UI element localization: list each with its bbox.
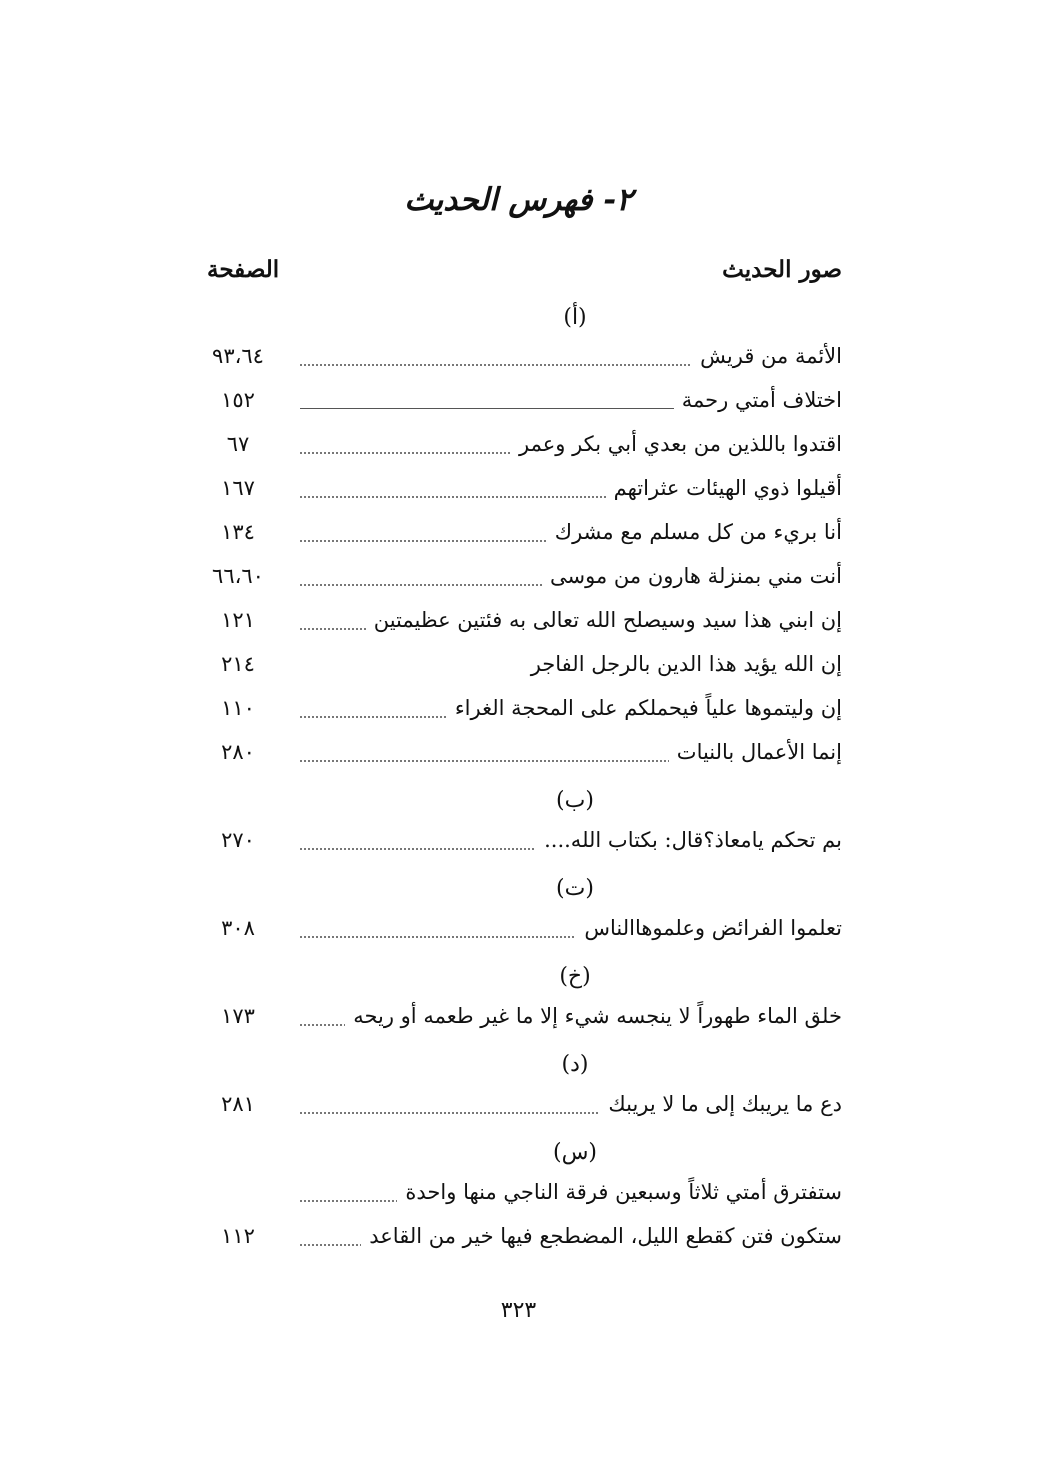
section-letter: (ب)	[556, 788, 594, 813]
hadith-text: إن وليتموها علياً فيحملكم على المحجة الغراء	[447, 696, 842, 720]
hadith-text: إن الله يؤيد هذا الدين بالرجل الفاجر	[523, 652, 842, 676]
page-reference: ٢٧٠	[221, 828, 255, 852]
index-entry	[200, 1092, 842, 1126]
index-entry	[200, 916, 842, 950]
page-reference: ١٥٢	[221, 388, 255, 412]
index-entry	[200, 696, 842, 730]
page-reference: ١٦٧	[221, 476, 255, 500]
page-reference: ١٧٣	[221, 1004, 255, 1028]
page-reference: ١٣٤	[221, 520, 255, 544]
page-reference: ١١٢	[221, 1224, 255, 1248]
index-entry	[200, 652, 842, 686]
page-reference: ٦٦،٦٠	[212, 564, 264, 588]
index-entry	[200, 344, 842, 378]
page-reference: ٣٠٨	[221, 916, 255, 940]
page-reference: ١١٠	[221, 696, 255, 720]
index-entry	[200, 1180, 842, 1214]
page-reference: ٦٧	[226, 432, 250, 456]
hadith-text: ستكون فتن كقطع الليل، المضطجع فيها خير من القاعد	[361, 1224, 842, 1248]
section-letter: (خ)	[559, 964, 591, 989]
section-letter: (ت)	[556, 876, 594, 901]
hadith-text: أنا بريء من كل مسلم مع مشرك	[547, 520, 842, 544]
index-entry	[200, 828, 842, 862]
hadith-text: اقتدوا باللذين من بعدي أبي بكر وعمر	[511, 432, 842, 456]
hadith-column-header: صور الحديث	[722, 256, 842, 283]
hadith-text: دع ما يريبك إلى ما لا يريبك	[600, 1092, 842, 1116]
hadith-text: تعلموا الفرائض وعلموهاالناس	[576, 916, 842, 940]
hadith-text: أنت مني بمنزلة هارون من موسى	[542, 564, 842, 588]
page-reference: ٢٨٠	[221, 740, 255, 764]
page-reference: ٢٨١	[221, 1092, 255, 1116]
hadith-text: إنما الأعمال بالنيات	[669, 740, 842, 764]
index-entry	[200, 1224, 842, 1258]
hadith-text: بم تحكم يامعاذ؟قال: بكتاب الله....	[536, 828, 842, 852]
page-number: ٣٢٣	[500, 1298, 537, 1323]
index-entry	[200, 564, 842, 598]
page-column-header: الصفحة	[207, 256, 280, 283]
hadith-text: أقيلوا ذوي الهيئات عثراتهم	[606, 476, 842, 500]
hadith-text: الأئمة من قريش	[692, 344, 842, 368]
page-reference: ١٢١	[221, 608, 255, 632]
index-entry	[200, 740, 842, 774]
hadith-text: اختلاف أمتي رحمة	[674, 388, 842, 412]
section-letter: (س)	[552, 1140, 598, 1165]
hadith-text: ستفترق أمتي ثلاثاً وسبعين فرقة الناجي منها واحدة	[397, 1180, 842, 1204]
section-letter: (أ)	[563, 305, 587, 330]
page-reference: ٩٣،٦٤	[212, 344, 264, 368]
index-entry	[200, 432, 842, 466]
index-entry	[200, 388, 842, 422]
index-entry	[200, 608, 842, 642]
hadith-text: خلق الماء طهوراً لا ينجسه شيء إلا ما غير طعمه أو ريحه	[345, 1004, 842, 1028]
page-title: ٢- فهرس الحديث	[404, 182, 633, 218]
section-letter: (د)	[561, 1052, 589, 1077]
index-entry	[200, 520, 842, 554]
index-entry	[200, 476, 842, 510]
hadith-text: إن ابني هذا سيد وسيصلح الله تعالى به فئتين عظيمتين	[366, 608, 842, 632]
index-entry	[200, 1004, 842, 1038]
page-reference: ٢١٤	[221, 652, 255, 676]
